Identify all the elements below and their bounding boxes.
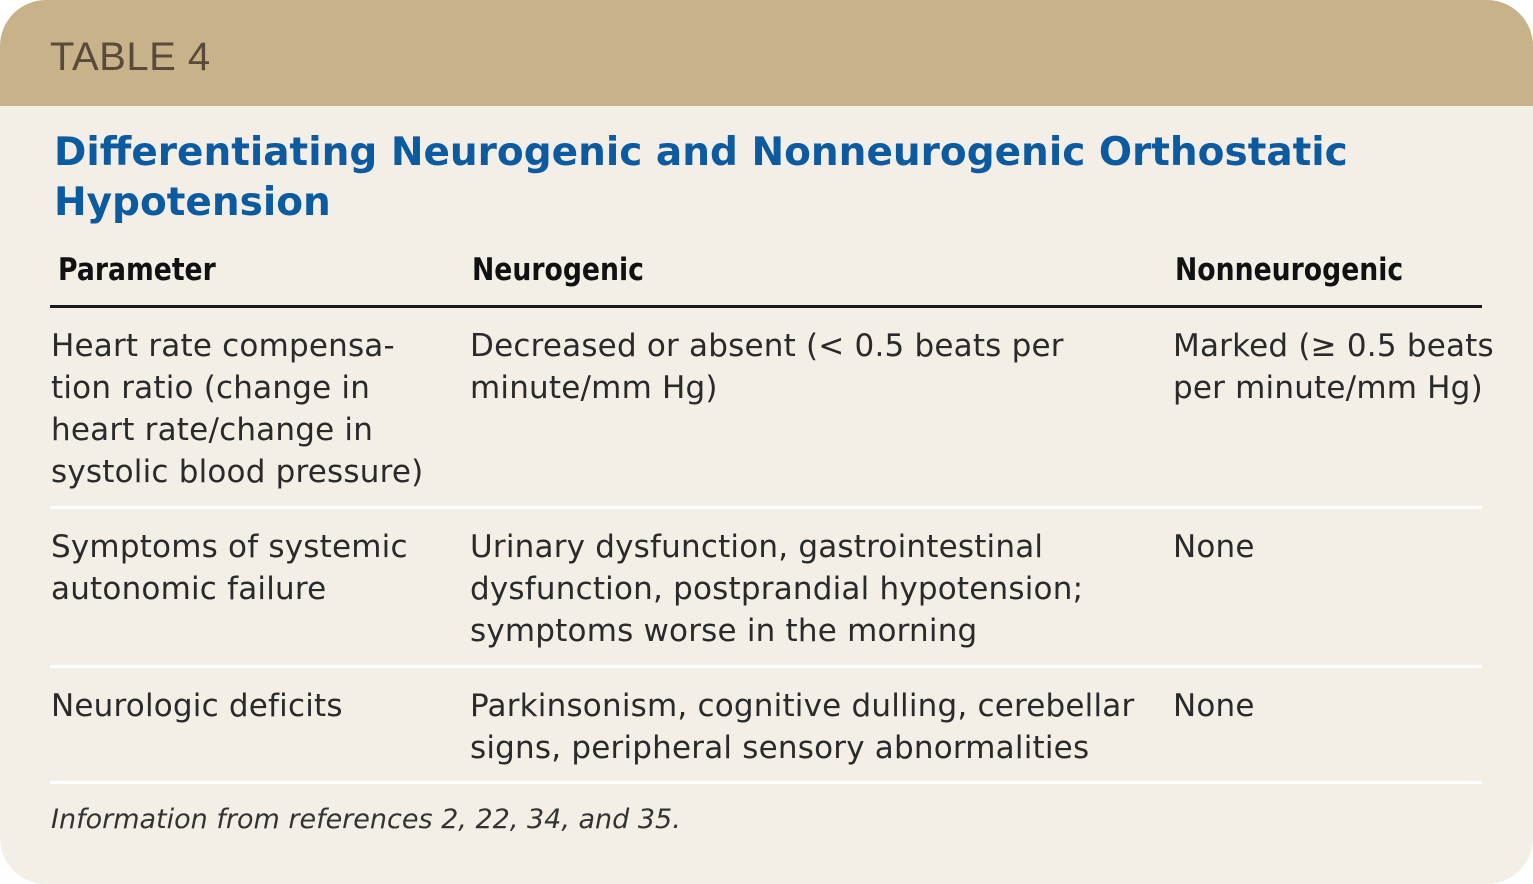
- table-number-label: TABLE 4: [50, 35, 211, 79]
- table-banner: [0, 0, 1533, 106]
- row-1-nonneurogenic: Marked (≥ 0.5 beats per minute/mm Hg): [1173, 328, 1494, 406]
- row-2-parameter: Symptoms of systemic autonomic failure: [51, 529, 408, 607]
- column-header-neurogenic: Neurogenic: [472, 252, 644, 288]
- header-divider: [50, 305, 1482, 308]
- row-2-neurogenic: Urinary dysfunction, gastrointestinal dysfunction, postprandial hypotension; symptoms worse in the morning: [470, 529, 1084, 649]
- row-1-neurogenic: Decreased or absent (< 0.5 beats per minute/mm Hg): [470, 328, 1064, 406]
- row-divider: [50, 665, 1482, 668]
- row-2-nonneurogenic: None: [1173, 529, 1255, 565]
- row-3-neurogenic: Parkinsonism, cognitive dulling, cerebellar signs, peripheral sensory abnormalities: [470, 688, 1135, 766]
- row-3-parameter: Neurologic deficits: [51, 688, 343, 724]
- table-title: Differentiating Neurogenic and Nonneurogenic Orthostatic Hypotension: [54, 130, 1348, 225]
- row-3-nonneurogenic: None: [1173, 688, 1255, 724]
- row-1-parameter: Heart rate compensa- tion ratio (change in heart rate/change in systolic blood pressure): [51, 328, 424, 490]
- table-bottom-divider: [50, 781, 1482, 784]
- table-footnote: Information from references 2, 22, 34, and 35.: [51, 804, 681, 835]
- column-header-nonneurogenic: Nonneurogenic: [1175, 252, 1404, 288]
- column-header-parameter: Parameter: [58, 252, 216, 288]
- row-divider: [50, 506, 1482, 509]
